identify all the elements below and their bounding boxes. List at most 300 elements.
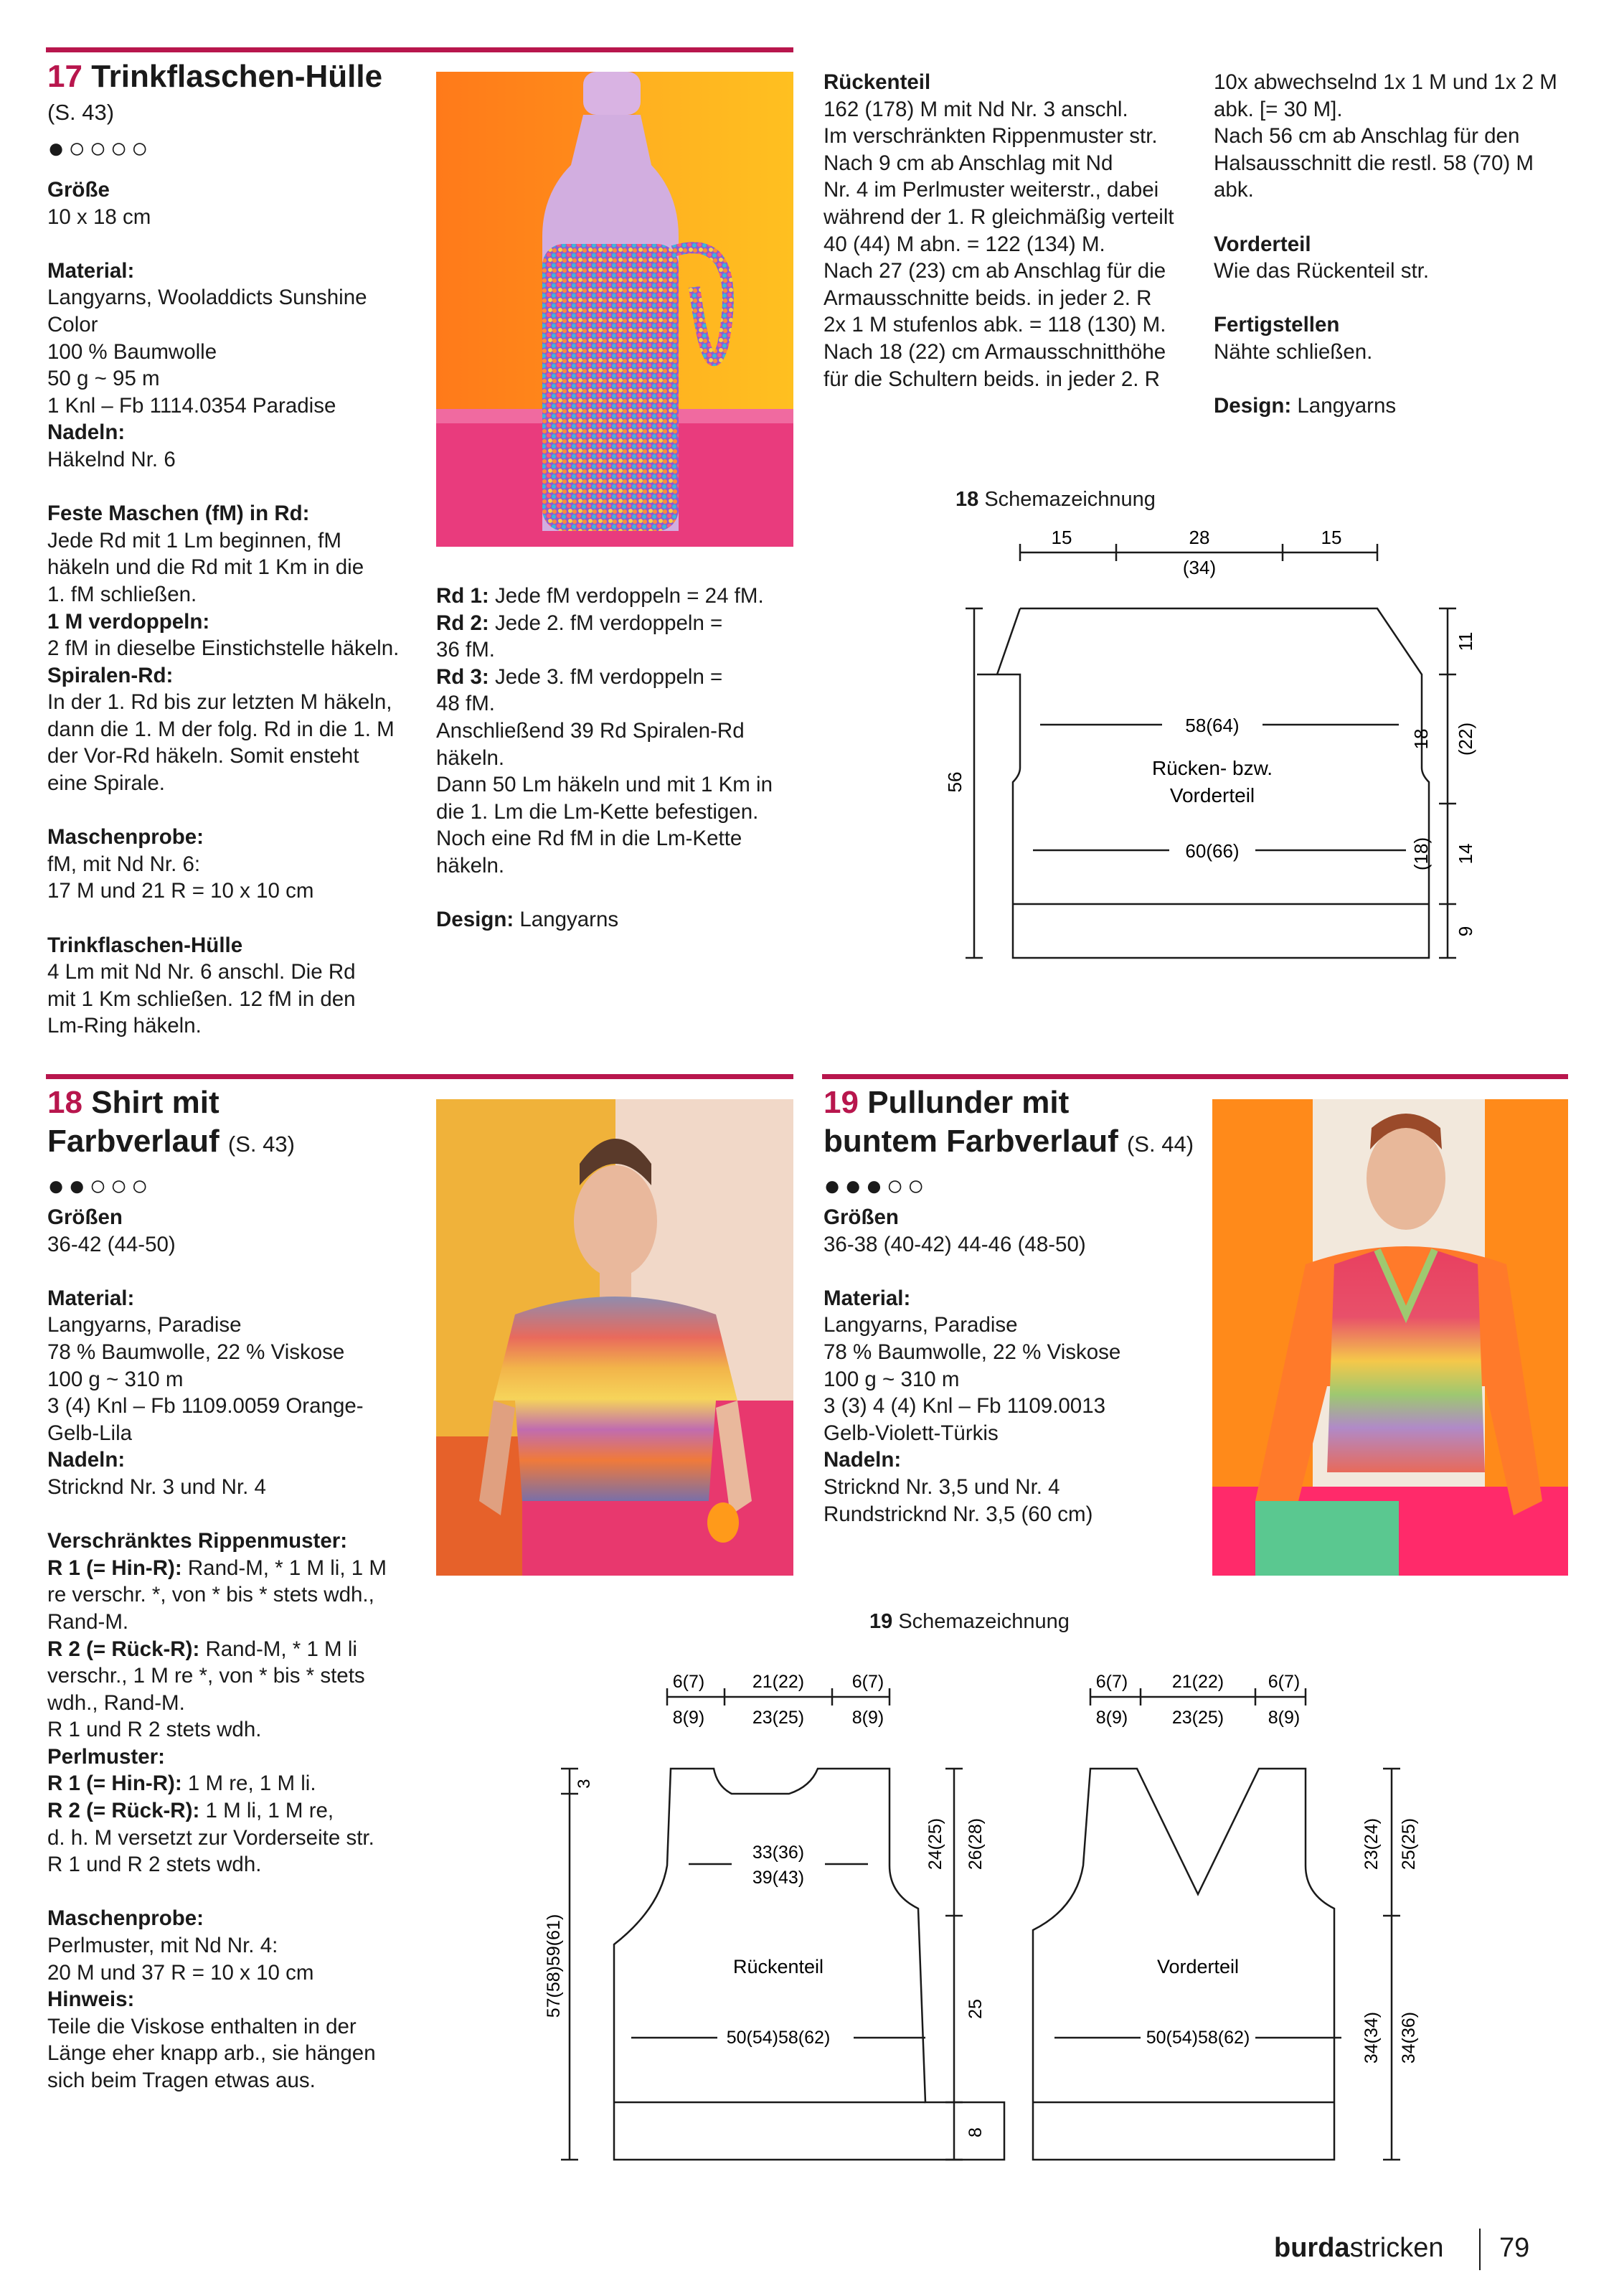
front-lower: 50(54)58(62) [1146,2028,1250,2048]
text-line [47,1012,420,1040]
text-line-text: Nach 56 cm ab Anschlag für den [1214,124,1520,149]
text-line [47,1716,420,1744]
text-line [436,852,795,880]
text-line-text: 50 g ~ 95 m [47,367,160,391]
text-line-text: der Vor-Rd häkeln. Somit ensteht [47,744,359,768]
text-line [47,339,420,366]
text-line-text: Nr. 4 im Perlmuster weiterstr., dabei [823,178,1159,202]
text-line [47,743,420,770]
text-line [1214,258,1572,285]
back-t3: 6(7) [851,1672,884,1692]
schema-18-w-left: 15 [1051,527,1072,548]
text-line [47,986,420,1013]
text-line-text: mit 1 Km schließen. 12 fM in den [47,987,356,1011]
section-17-rule [46,47,793,52]
text-line [823,1420,1197,1447]
text-line [1214,150,1572,177]
text-line [823,1231,1197,1258]
text-line [436,664,795,691]
section-18-rule [46,1074,793,1079]
text-line-text: Lm-Ring häkeln. [47,1014,202,1038]
text-line [47,797,420,824]
text-line-bold: Design: [436,908,514,932]
text-line [1214,311,1572,339]
text-line [47,1474,420,1501]
text-line [823,258,1197,285]
vest-photo [1212,1099,1568,1576]
text-line-bold: Material: [47,258,135,283]
text-line [1214,339,1572,366]
text-line-text: die 1. Lm die Lm-Kette befestigen. [436,799,759,824]
text-line-text: 162 (178) M mit Nd Nr. 3 anschl. [823,97,1128,121]
back-r1: 24(25) [925,1817,945,1871]
bottle-cover-photo [436,72,793,547]
front-piece: Vorderteil [1156,1956,1240,1977]
text-line-bold: Größe [47,178,110,202]
text-line-text: häkeln und die Rd mit 1 Km in die [47,555,364,580]
text-line [47,1555,420,1582]
schema-19-label-text: Schemazeichnung [898,1610,1070,1633]
text-line [436,610,795,637]
text-line-text: 100 g ~ 310 m [823,1367,960,1391]
text-line-text: eine Spirale. [47,771,165,796]
section-17-title-text: Trinkflaschen-Hülle [91,59,383,94]
text-line [1214,177,1572,204]
difficulty-rating-18: ●●○○○ [47,1170,152,1202]
text-line [47,1690,420,1717]
text-line [1214,392,1572,420]
text-line-text: verschr., 1 M re *, von * bis * stets [47,1664,365,1688]
text-line [47,662,420,690]
text-line [436,906,795,933]
text-line [823,1312,1197,1339]
text-line-text: Stricknd Nr. 3,5 und Nr. 4 [823,1474,1060,1499]
text-line [47,1959,420,1987]
text-line-text: dann die 1. M der folg. Rd in die 1. M [47,717,395,741]
text-line-text: 3 (4) Knl – Fb 1109.0059 Orange- [47,1394,364,1418]
schema-18-r-22: (22) [1455,722,1476,756]
text-line-text: Perlmuster, mit Nd Nr. 4: [47,1934,278,1958]
text-line-text: Stricknd Nr. 3 und Nr. 4 [47,1474,266,1499]
section-18-page-ref: (S. 43) [227,1131,295,1157]
section-19-title [823,1083,1197,1122]
section-18-finish-col [1214,69,1572,420]
text-line [47,1339,420,1366]
text-line-bold: Spiralen-Rd: [47,663,174,687]
section-19-title-line2: buntem Farbverlauf [823,1124,1118,1159]
text-line [47,177,420,204]
text-line-text [1214,205,1219,229]
text-line [823,1285,1197,1312]
back-upper2: 39(43) [752,1868,805,1888]
text-line [823,1258,1197,1285]
text-line-text: Color [47,312,98,337]
section-19-rule [822,1074,1568,1079]
text-line-text: Halsausschnitt die restl. 58 (70) M [1214,151,1534,175]
text-line [823,1339,1197,1366]
shirt-illustration [436,1099,793,1576]
text-line [436,690,795,718]
back-piece: Rückenteil [732,1956,824,1977]
section-17-col2 [436,583,795,933]
text-line-text: Wie das Rückenteil str. [1214,259,1430,283]
text-line [1214,96,1572,123]
text-line-text: Langyarns, Paradise [823,1313,1018,1337]
text-line-bold: Material: [823,1286,911,1310]
text-line-text: 40 (44) M abn. = 122 (134) M. [823,232,1105,256]
text-line-text: Jede 3. fM verdoppeln = [489,664,723,689]
text-line [1214,285,1572,312]
bottle-illustration [436,72,793,547]
back-b3: 8(9) [851,1708,884,1728]
schema-19-label [869,1610,1070,1634]
text-line-text: Dann 50 Lm häkeln und mit 1 Km in [436,773,773,797]
text-line-text: 100 g ~ 310 m [47,1367,184,1391]
text-line-text: Länge eher knapp arb., sie hängen [47,2041,376,2066]
footer-brand-bold: burda [1274,2233,1350,2263]
text-line-bold: Nadeln: [47,1448,126,1472]
section-18-title-line2-row [47,1122,420,1164]
text-line [47,1932,420,1959]
text-line-text [1214,367,1219,391]
schema-18-r-18b: (18) [1410,837,1432,871]
text-line-text: Jede Rd mit 1 Lm beginnen, fM [47,528,341,552]
text-line-text [436,881,442,905]
text-line-text: Langyarns, Wooladdicts Sunshine [47,286,367,310]
text-line [47,689,420,716]
text-line [47,932,420,959]
section-17-col1 [47,177,420,1040]
text-line-text: wdh., Rand-M. [47,1690,185,1715]
text-line-bold: Rd 2: [436,611,489,635]
text-line [47,204,420,231]
text-line [47,1528,420,1555]
text-line [823,1393,1197,1420]
text-line [1214,204,1572,231]
text-line [47,474,420,501]
section-17-header [47,57,420,166]
text-line [47,608,420,636]
section-18-title-line2: Farbverlauf [47,1124,220,1159]
text-line [47,2013,420,2041]
text-line [823,285,1197,312]
section-19-header [823,1083,1197,1204]
text-line-text: Gelb-Violett-Türkis [823,1421,999,1445]
text-line [47,1825,420,1852]
text-line [1214,231,1572,258]
front-b1: 8(9) [1095,1708,1128,1728]
section-18-back-col [823,69,1197,392]
text-line-text: Häkelnd Nr. 6 [47,447,176,471]
back-t1: 6(7) [672,1672,705,1692]
text-line [823,123,1197,150]
text-line-text [47,232,53,255]
text-line [1214,123,1572,150]
back-r4: 8 [966,2127,986,2137]
text-line [47,824,420,851]
text-line-text: 48 fM. [436,692,495,716]
page-number: 79 [1499,2233,1530,2263]
text-line-text: 100 % Baumwolle [47,339,217,364]
text-line-text [47,475,53,499]
text-line [47,500,420,527]
back-t2: 21(22) [752,1672,805,1692]
text-line [47,284,420,311]
text-line [823,204,1197,231]
front-t2: 21(22) [1171,1672,1224,1692]
text-line-bold: R 1 (= Hin-R): [47,1772,182,1796]
back-upper1: 33(36) [752,1843,805,1863]
text-line [47,581,420,608]
text-line-bold: Material: [47,1286,135,1310]
text-line-text: Rand-M, * 1 M li, 1 M [181,1556,387,1580]
text-line [47,1609,420,1636]
text-line [823,1446,1197,1474]
text-line-text [823,1259,829,1283]
section-19-title-line2-row [823,1122,1197,1164]
text-line-text: Anschließend 39 Rd Spiralen-Rd [436,718,745,743]
front-t1: 6(7) [1095,1672,1128,1692]
text-line-bold: Größen [823,1205,899,1229]
text-line [47,635,420,662]
text-line [47,959,420,986]
text-line-text: Nach 27 (23) cm ab Anschlag für die [823,259,1166,283]
text-line-bold: Verschränktes Rippenmuster: [47,1529,348,1553]
text-line [823,231,1197,258]
text-line [47,1636,420,1663]
schema-18-h-total: 56 [944,771,966,793]
schema-19-number: 19 [869,1610,893,1633]
text-line-text: fM, mit Nd Nr. 6: [47,852,201,876]
text-line-text: 1 Knl – Fb 1114.0354 Paradise [47,393,336,418]
front-t3: 6(7) [1268,1672,1301,1692]
text-line-text: während der 1. R gleichmäßig verteilt [823,204,1174,229]
text-line-text: Im verschränkten Rippenmuster str. [823,124,1158,149]
vest-illustration [1212,1099,1568,1576]
text-line-text: R 1 und R 2 stets wdh. [47,1853,262,1877]
section-19-page-ref: (S. 44) [1126,1131,1194,1157]
text-line-text [47,906,53,930]
text-line [47,258,420,285]
text-line-bold: Trinkflaschen-Hülle [47,933,243,957]
text-line [436,880,795,907]
schema-18-piece2: Vorderteil [1169,784,1255,806]
text-line [47,392,420,420]
text-line-text: 78 % Baumwolle, 22 % Viskose [47,1340,345,1364]
shirt-photo [436,1099,793,1576]
text-line [47,419,420,446]
text-line [47,1797,420,1825]
text-line [47,1662,420,1690]
text-line-text: 3 (3) 4 (4) Knl – Fb 1109.0013 [823,1394,1106,1418]
text-line [47,365,420,392]
text-line-bold: Design: [1214,394,1292,418]
front-r4: 34(36) [1399,2011,1419,2064]
text-line-text: abk. [1214,178,1254,202]
text-line [47,878,420,905]
text-line-text: Teile die Viskose enthalten in der [47,2014,357,2038]
text-line [47,311,420,339]
back-h-total: 57(58)59(61) [544,1914,564,2018]
schema-18-w-mid: 28 [1189,527,1210,548]
footer-divider [1479,2229,1481,2270]
text-line-text: 78 % Baumwolle, 22 % Viskose [823,1340,1121,1364]
text-line [823,96,1197,123]
text-line-text: 10x abwechselnd 1x 1 M und 1x 2 M [1214,70,1557,94]
text-line-text: 1 M re, 1 M li. [181,1772,316,1796]
text-line [436,771,795,799]
back-neck: 3 [575,1779,594,1789]
schema-18-label-text: Schemazeichnung [984,488,1156,511]
text-line-text: Armausschnitte beids. in jeder 2. R [823,286,1152,310]
text-line [47,1878,420,1906]
text-line-bold: Größen [47,1205,123,1229]
text-line [47,1851,420,1878]
footer [1274,2229,1575,2272]
text-line-bold: Vorderteil [1214,232,1311,256]
schema-18-upper: 58(64) [1185,715,1240,736]
text-line [47,1312,420,1339]
text-line [823,366,1197,393]
text-line-text [47,1502,53,1526]
text-line [47,851,420,878]
section-17-title [47,57,420,96]
text-line-bold: R 1 (= Hin-R): [47,1556,182,1580]
text-line [47,2067,420,2094]
text-line-bold: 1 M verdoppeln: [47,609,210,634]
text-line-text: 17 M und 21 R = 10 x 10 cm [47,879,314,903]
text-line-text: Rand-M. [47,1609,129,1634]
text-line [47,1285,420,1312]
section-18-number: 18 [47,1085,82,1120]
schema-18-number: 18 [955,488,979,511]
section-17-page-ref: (S. 43) [47,100,115,125]
footer-brand-rest: stricken [1349,2233,1444,2263]
text-line [47,1204,420,1231]
text-line [436,799,795,826]
front-r2: 25(25) [1399,1817,1419,1871]
text-line-text: Langyarns, Paradise [47,1313,242,1337]
text-line-text: 1. fM schließen. [47,582,197,606]
text-line [823,69,1197,96]
back-b1: 8(9) [672,1708,705,1728]
text-line-text: abk. [= 30 M]. [1214,97,1343,121]
text-line-text: Jede fM verdoppeln = 24 fM. [489,584,764,608]
text-line [436,825,795,852]
text-line-text: Rand-M, * 1 M li [199,1637,357,1661]
text-line [47,527,420,555]
schema-18-r-11: 11 [1455,631,1476,651]
back-r3: 25 [966,1999,986,2019]
text-line-bold: Fertigstellen [1214,313,1340,337]
back-lower: 50(54)58(62) [726,2028,831,2048]
front-r3: 34(34) [1361,2011,1382,2064]
text-line-bold: Rd 1: [436,584,489,608]
front-b3: 8(9) [1268,1708,1301,1728]
text-line [47,1744,420,1771]
text-line-text: 36-42 (44-50) [47,1232,176,1256]
text-line [47,905,420,932]
section-17-number: 17 [47,59,82,94]
text-line-bold: Perlmuster: [47,1744,165,1769]
text-line [436,745,795,772]
front-b2: 23(25) [1171,1708,1224,1728]
text-line-text: Gelb-Lila [47,1421,133,1445]
text-line [823,1366,1197,1393]
back-b2: 23(25) [752,1708,805,1728]
text-line [823,150,1197,177]
text-line [47,1501,420,1528]
section-18-title [47,1083,420,1122]
difficulty-rating-17: ●○○○○ [47,133,152,164]
text-line-text: 1 M li, 1 M re, [199,1799,334,1823]
text-line-text: sich beim Tragen etwas aus. [47,2069,316,2092]
text-line-text: häkeln. [436,853,505,878]
text-line-text: R 1 und R 2 stets wdh. [47,1718,262,1742]
text-line [47,716,420,743]
text-line-text: Noch eine Rd fM in die Lm-Kette [436,827,742,851]
text-line [47,1420,420,1447]
text-line-text [47,1259,53,1283]
text-line [47,2040,420,2067]
text-line [436,636,795,664]
text-line-text: Langyarns [1291,394,1397,418]
section-19-col1 [823,1204,1197,1528]
text-line-text: häkeln. [436,745,505,770]
text-line-bold: Hinweis: [47,1987,135,2012]
footer-brand [1274,2233,1443,2264]
front-r1: 23(24) [1361,1817,1382,1871]
section-19-number: 19 [823,1085,859,1120]
schema-19-back-diagram [544,1657,1011,2174]
section-19-title-line1: Pullunder mit [867,1085,1070,1120]
section-18-header [47,1083,420,1204]
text-line-text: 36-38 (40-42) 44-46 (48-50) [823,1232,1086,1256]
text-line-bold: R 2 (= Rück-R): [47,1799,200,1823]
schema-18-w-mid2: (34) [1182,557,1217,578]
text-line [823,339,1197,366]
text-line [47,1393,420,1420]
text-line [47,1770,420,1797]
schema-18-label [955,488,1156,512]
text-line [47,446,420,474]
schema-18-w-right: 15 [1321,527,1342,548]
text-line-text: Nach 18 (22) cm Armausschnitthöhe [823,339,1166,364]
text-line-bold: Nadeln: [823,1448,902,1472]
schema-18-piece: Rücken- bzw. [1151,757,1273,779]
text-line-bold: Maschenprobe: [47,1906,204,1931]
text-line-text: 4 Lm mit Nd Nr. 6 anschl. Die Rd [47,960,356,984]
text-line-text: Jede 2. fM verdoppeln = [489,611,723,635]
difficulty-rating-19: ●●●○○ [823,1170,928,1202]
text-line-text: re verschr. *, von * bis * stets wdh., [47,1583,374,1607]
section-18-title-line1: Shirt mit [91,1085,220,1120]
text-line [47,1446,420,1474]
text-line-text: Rundstricknd Nr. 3,5 (60 cm) [823,1502,1093,1526]
text-line [1214,366,1572,393]
text-line [47,1905,420,1932]
back-r2: 26(28) [966,1817,986,1871]
text-line-text: für die Schultern beids. in jeder 2. R [823,367,1160,391]
text-line-bold: Nadeln: [47,420,126,445]
text-line [436,583,795,610]
text-line [436,718,795,745]
schema-18-diagram [933,524,1506,969]
text-line [47,554,420,581]
text-line [47,1231,420,1258]
section-18-col1 [47,1204,420,2094]
text-line-text: d. h. M versetzt zur Vorderseite str. [47,1825,374,1850]
